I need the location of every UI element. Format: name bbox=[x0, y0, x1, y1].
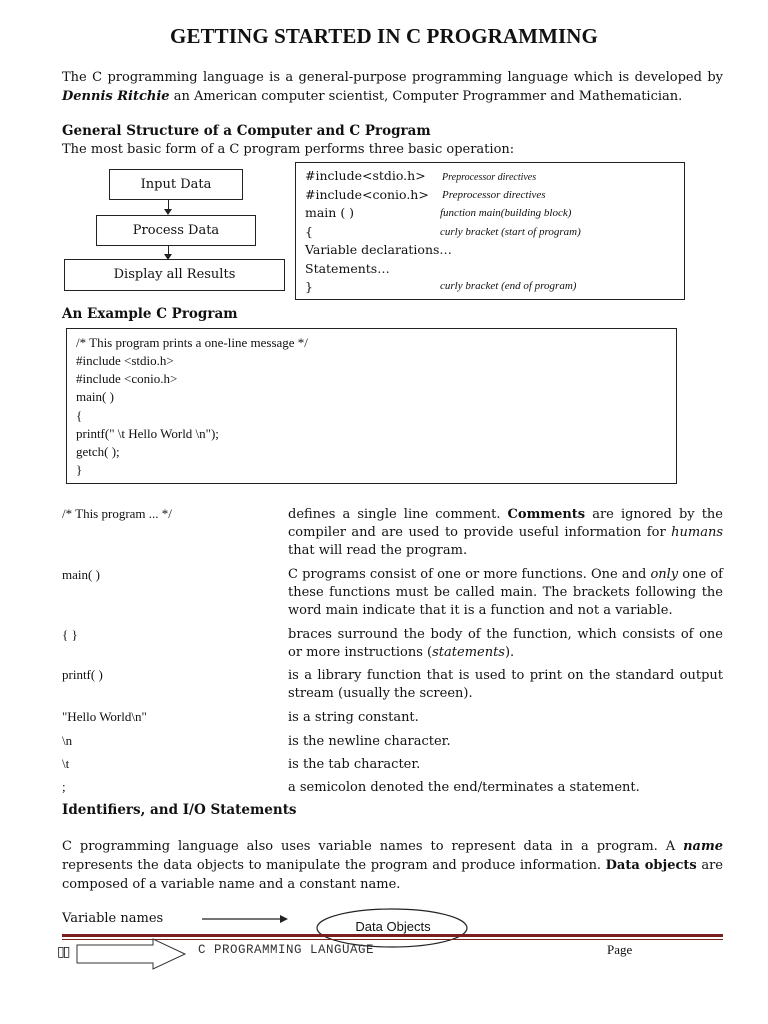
definition-text bbox=[288, 709, 723, 727]
identifiers-data-objects: Data objects bbox=[605, 858, 697, 873]
example-code-box bbox=[66, 328, 677, 484]
definition-italic: humans bbox=[671, 525, 723, 540]
section-heading-example: An Example C Program bbox=[62, 306, 238, 322]
definition-text bbox=[288, 626, 723, 662]
code-line: #include <conio.h> bbox=[76, 371, 178, 386]
definition-part: C programs consist of one or more functions. One and bbox=[288, 567, 651, 582]
structure-note: curly bracket (start of program) bbox=[440, 226, 581, 238]
definition-italic: statements bbox=[432, 645, 505, 660]
definition-bold: Comments bbox=[507, 507, 586, 522]
intro-text-after: an American computer scientist, Computer Programmer and Mathematician. bbox=[169, 89, 683, 104]
variable-names-label: Variable names bbox=[62, 911, 164, 926]
code-line: { bbox=[76, 408, 83, 423]
structure-note: Preprocessor directives bbox=[442, 189, 546, 201]
definition-part: ). bbox=[504, 645, 515, 660]
structure-note: Preprocessor directives bbox=[442, 172, 537, 183]
structure-code: Statements… bbox=[305, 261, 390, 276]
structure-code: #include<stdio.h> bbox=[305, 168, 426, 183]
intro-text-before: The C programming language is a general-purpose programming language which is developed by bbox=[62, 70, 723, 85]
author-name: Dennis Ritchie bbox=[62, 89, 170, 104]
definition-part: defines a single line comment. bbox=[288, 507, 508, 522]
footer-title: C PROGRAMMING LANGUAGE bbox=[198, 943, 375, 957]
program-structure-box bbox=[295, 162, 685, 300]
code-line: /* This program prints a one-line message */ bbox=[76, 335, 308, 350]
flow-arrow-shaft bbox=[168, 246, 169, 254]
definition-term: printf( ) bbox=[62, 667, 103, 682]
structure-note: curly bracket (end of program) bbox=[440, 280, 577, 292]
definition-term: "Hello World\n" bbox=[62, 709, 147, 724]
flow-box-display: Display all Results bbox=[64, 259, 285, 291]
definition-term: \t bbox=[62, 756, 70, 771]
structure-note: function main(building block) bbox=[440, 207, 572, 219]
right-arrow-icon bbox=[200, 912, 290, 926]
data-objects-label: Data Objects bbox=[355, 919, 431, 934]
definition-term: { } bbox=[62, 627, 78, 642]
code-line: main( ) bbox=[76, 389, 114, 404]
structure-code: #include<conio.h> bbox=[305, 187, 429, 202]
definition-part: is a library function that is used to print on the standard output stream (usually the screen). bbox=[288, 668, 723, 701]
definition-part: one of these functions must be called main. The brackets following the word main indicate that it is a function and not a variable. bbox=[288, 567, 723, 618]
definition-text bbox=[288, 566, 723, 620]
definition-part: are ignored by the compiler and are used to provide useful information for bbox=[288, 507, 723, 540]
definition-term: ; bbox=[62, 779, 66, 794]
definition-text bbox=[288, 756, 723, 774]
definition-term: /* This program ... */ bbox=[62, 506, 172, 521]
flow-box-input: Input Data bbox=[109, 169, 243, 200]
code-line: printf(" \t Hello World \n"); bbox=[76, 426, 219, 441]
definition-text bbox=[288, 733, 723, 751]
structure-code: Variable declarations… bbox=[305, 242, 452, 257]
identifiers-text: are composed of a variable name and a constant name. bbox=[62, 858, 723, 892]
code-line: #include <stdio.h> bbox=[76, 353, 174, 368]
definition-text bbox=[288, 779, 723, 797]
footer-arrow-icon bbox=[75, 937, 190, 971]
definition-text bbox=[288, 506, 723, 560]
identifiers-name-word: name bbox=[683, 839, 723, 854]
footer-page-label: Page bbox=[607, 942, 633, 957]
definition-italic: only bbox=[650, 567, 679, 582]
footer-marker: ▯▯ bbox=[57, 944, 69, 960]
structure-code: { bbox=[305, 224, 313, 239]
definition-part: is the tab character. bbox=[288, 757, 421, 772]
definition-part: that will read the program. bbox=[288, 543, 468, 558]
definition-part: is the newline character. bbox=[288, 734, 451, 749]
structure-code: main ( ) bbox=[305, 205, 355, 220]
code-line: } bbox=[76, 462, 83, 477]
intro-paragraph bbox=[62, 68, 723, 106]
definition-part: braces surround the body of the function, which consists of one or more instructions ( bbox=[288, 627, 723, 660]
definition-term: main( ) bbox=[62, 567, 100, 582]
flow-arrow-shaft bbox=[168, 200, 169, 209]
definition-part: is a string constant. bbox=[288, 710, 419, 725]
identifiers-text: C programming language also uses variable names to represent data in a program. A bbox=[62, 839, 684, 854]
definition-text bbox=[288, 667, 723, 703]
definition-term: \n bbox=[62, 733, 73, 748]
section-heading-structure: General Structure of a Computer and C Program bbox=[62, 123, 431, 139]
section-subtitle: The most basic form of a C program performs three basic operation: bbox=[62, 142, 515, 157]
identifiers-paragraph bbox=[62, 837, 723, 894]
identifiers-text: represents the data objects to manipulate the program and produce information. bbox=[62, 858, 606, 873]
code-line: getch( ); bbox=[76, 444, 120, 459]
structure-code: } bbox=[305, 279, 313, 294]
flow-box-process: Process Data bbox=[96, 215, 256, 246]
definition-part: a semicolon denoted the end/terminates a statement. bbox=[288, 780, 640, 795]
section-heading-identifiers: Identifiers, and I/O Statements bbox=[62, 802, 297, 818]
page-title: GETTING STARTED IN C PROGRAMMING bbox=[170, 24, 598, 48]
